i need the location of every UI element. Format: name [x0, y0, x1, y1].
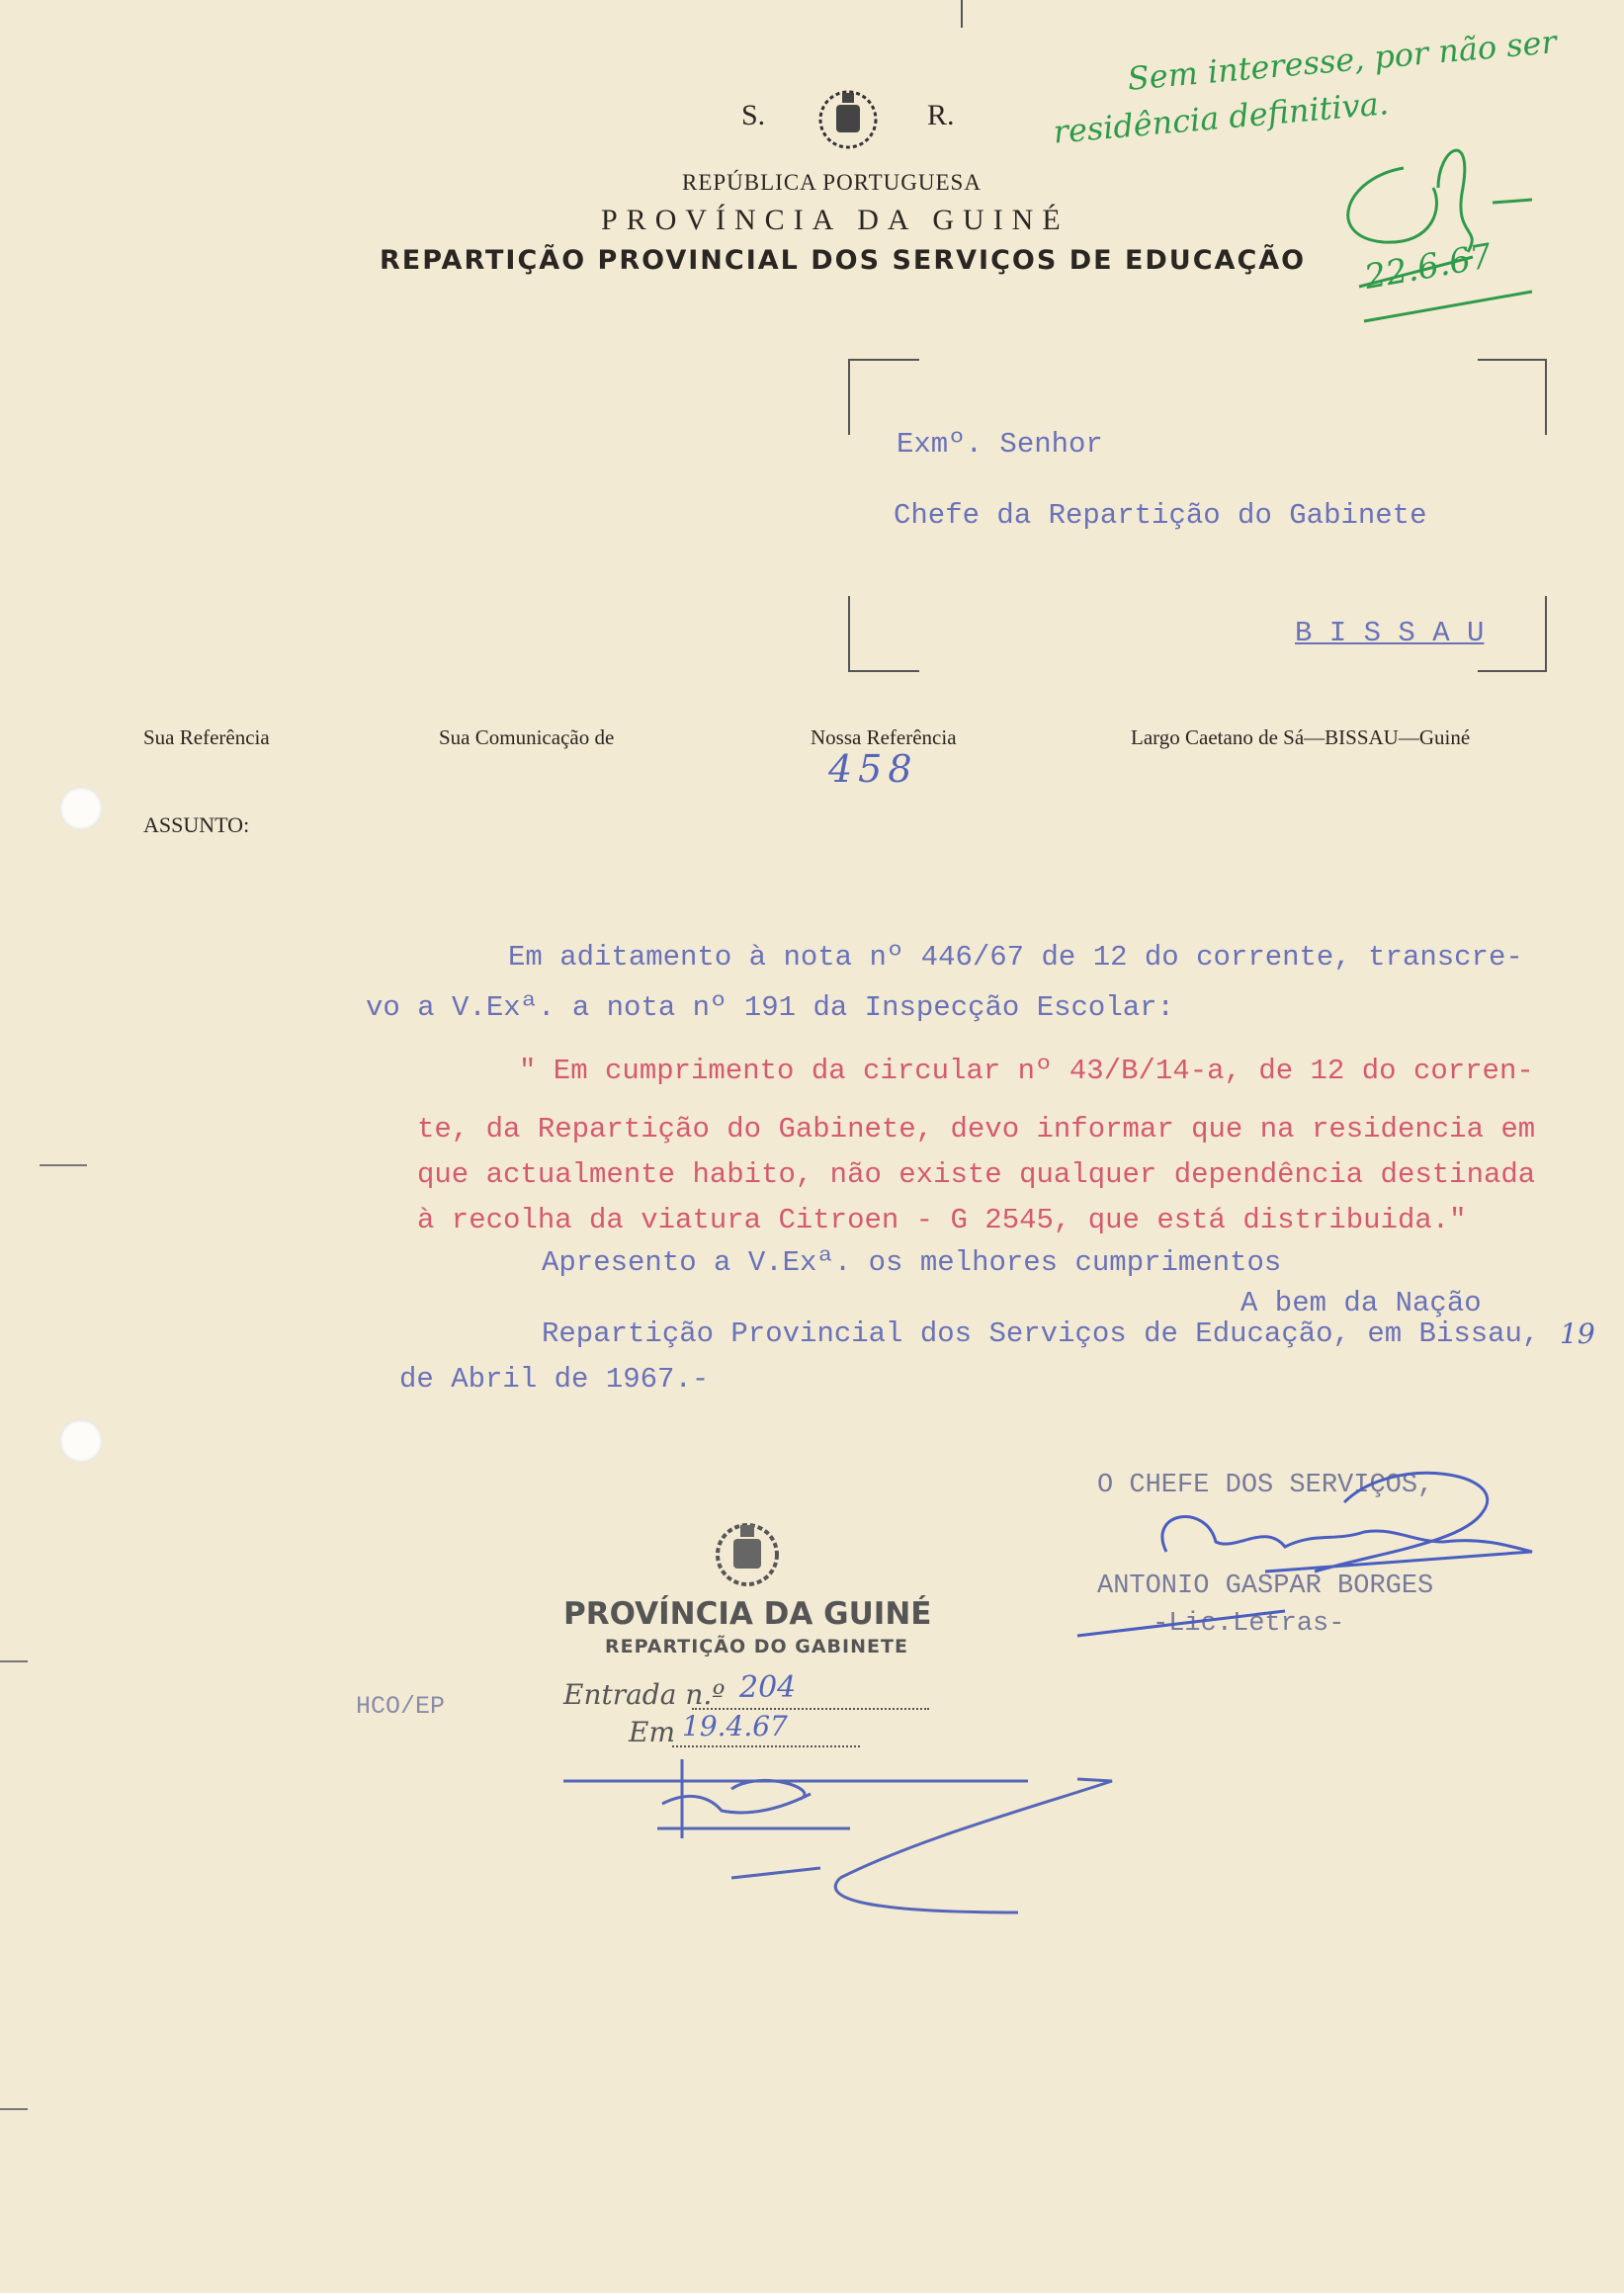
nossa-referencia-label: Nossa Referência — [811, 725, 957, 749]
signature-degree: -Lic.Letras- — [1153, 1609, 1345, 1639]
quote-line: " Em cumprimento da circular nº 43/B/14-a, de 12 do corren- — [519, 1055, 1534, 1087]
initials-signature-icon — [1325, 128, 1552, 331]
address-box-corner — [848, 359, 919, 435]
header-letter-s: S. — [741, 99, 766, 131]
margin-mark — [0, 2108, 28, 2110]
closing-line: A bem da Nação — [1240, 1287, 1482, 1319]
handwritten-signature-icon — [1068, 1433, 1542, 1656]
quote-line: à recolha da viatura Citroen - G 2545, que está distribuida." — [417, 1204, 1467, 1236]
province-title: PROVÍNCIA DA GUINÉ — [601, 204, 1069, 236]
stamp-coat-of-arms-icon — [700, 1517, 795, 1597]
address-box-corner — [1478, 359, 1547, 435]
stamp-em-label: Em — [629, 1716, 675, 1748]
routing-scribble-icon — [563, 1749, 1117, 1932]
punch-hole — [59, 787, 103, 830]
stamp-entrada-label: Entrada n.º — [563, 1678, 726, 1711]
fold-mark — [961, 0, 963, 28]
header-letter-r: R. — [927, 99, 955, 131]
department-title: REPARTIÇÃO PROVINCIAL DOS SERVIÇOS DE EDUCAÇÃO — [380, 245, 1307, 276]
addressee-title: Chefe da Repartição do Gabinete — [894, 499, 1427, 532]
signature-name: ANTONIO GASPAR BORGES — [1097, 1571, 1434, 1601]
addressee-city: B I S S A U — [1295, 617, 1485, 649]
initials-reference: HCO/EP — [356, 1692, 446, 1721]
body-line: Em aditamento à nota nº 446/67 de 12 do corrente, transcre- — [508, 941, 1523, 974]
nossa-referencia-value: 458 — [828, 747, 918, 791]
stamp-office: REPARTIÇÃO DO GABINETE — [605, 1636, 908, 1657]
punch-hole — [59, 1419, 103, 1463]
stamp-em-line — [672, 1745, 860, 1747]
handwritten-day: 19 — [1560, 1317, 1595, 1350]
stamp-province: PROVÍNCIA DA GUINÉ — [563, 1596, 932, 1632]
annotation-date: 22.6.67 — [1361, 236, 1496, 297]
assunto-label: ASSUNTO: — [143, 812, 250, 837]
republic-title: REPÚBLICA PORTUGUESA — [682, 170, 982, 195]
address-box-corner — [848, 596, 919, 672]
coat-of-arms-icon — [809, 85, 888, 159]
stamp-em-value: 19.4.67 — [682, 1710, 788, 1742]
date-line: de Abril de 1967.- — [399, 1363, 710, 1396]
greeting-line: Apresento a V.Exª. os melhores cumprimentos — [542, 1246, 1282, 1279]
quote-line: te, da Repartição do Gabinete, devo informar que na residencia em — [417, 1113, 1536, 1146]
handwritten-annotation-line1: Sem interesse, por não ser — [1126, 23, 1559, 98]
signature-role: O CHEFE DOS SERVIÇOS, — [1097, 1471, 1434, 1500]
stamp-entrada-value: 204 — [739, 1670, 797, 1705]
quote-line: que actualmente habito, não existe qualquer dependência destinada — [417, 1158, 1536, 1191]
address-line: Largo Caetano de Sá—BISSAU—Guiné — [1131, 725, 1471, 749]
addressee-salutation: Exmº. Senhor — [897, 428, 1103, 461]
handwritten-annotation-line2: residência definitiva. — [1051, 84, 1391, 151]
sua-comunicacao-label: Sua Comunicação de — [439, 725, 615, 749]
body-line: vo a V.Exª. a nota nº 191 da Inspecção Escolar: — [366, 991, 1174, 1024]
sua-referencia-label: Sua Referência — [143, 725, 270, 749]
margin-mark — [0, 1660, 28, 1662]
place-line: Repartição Provincial dos Serviços de Educação, em Bissau, — [542, 1317, 1540, 1350]
address-box-corner — [1478, 596, 1547, 672]
margin-mark — [40, 1164, 87, 1166]
